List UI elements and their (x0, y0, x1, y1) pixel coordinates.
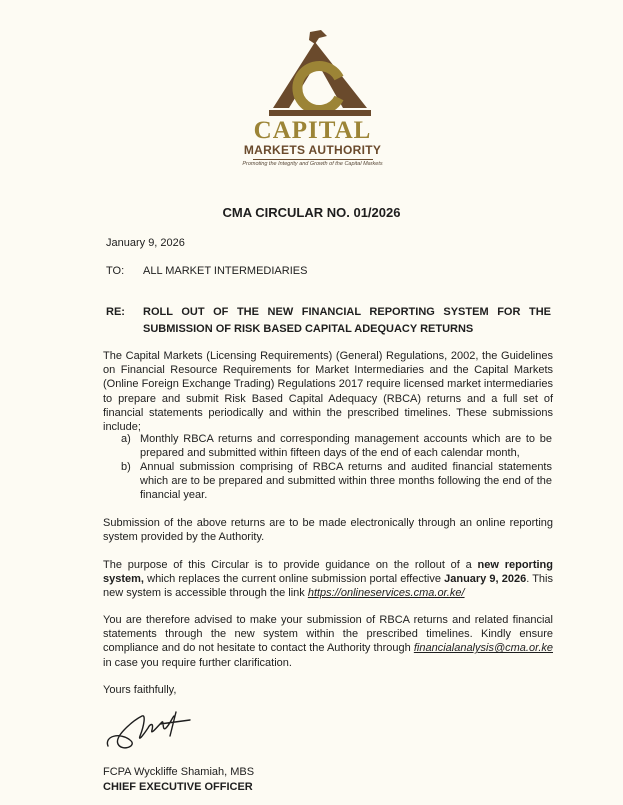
list-item-text: Annual submission comprising of RBCA returns and audited financial statements which are to be prepared and submitted within three months following the end of the financial year. (140, 461, 552, 502)
brand-subtitle: MARKETS AUTHORITY (243, 143, 382, 157)
list-marker: b) (121, 461, 131, 473)
effective-date: January 9, 2026 (444, 573, 527, 586)
list-marker: a) (121, 433, 131, 445)
signatory-title: CHIEF EXECUTIVE OFFICER (103, 781, 253, 793)
paragraph-1 (103, 349, 553, 434)
circular-date: January 9, 2026 (106, 237, 185, 249)
signatory-name: FCPA Wyckliffe Shamiah, MBS (103, 766, 255, 778)
to-label: TO: (106, 265, 125, 277)
paragraph-3 (103, 558, 553, 601)
signature-icon (100, 706, 210, 756)
paragraph-4 (103, 613, 553, 670)
salutation: Yours faithfully, (103, 684, 177, 696)
paragraph-1-text: The Capital Markets (Licensing Requirements) (General) Regulations, 2002, the Guidelines on Financial Resource Requirements for Market Intermediaries and the Capital Markets (Online Foreign Exchange Trading) Regulations 2017 require licensed market intermediaries to prepare and submit Risk Based Capital Adequacy (RBCA) returns and a full set of financial statements periodically and within the prescribed timelines. These submissions include; (103, 350, 553, 434)
paragraph-2 (103, 516, 553, 544)
new-system-emphasis: new reporting system, (103, 559, 553, 586)
cma-logo-icon (255, 28, 385, 118)
re-line-2: SUBMISSION OF RISK BASED CAPITAL ADEQUACY RETURNS (143, 323, 474, 335)
paragraph-2-text: Submission of the above returns are to be made electronically through an online reporting system provided by the Authority. (103, 517, 553, 544)
brand-name: CAPITAL (253, 117, 372, 144)
online-services-link[interactable]: https://onlineservices.cma.or.ke/ (307, 587, 465, 600)
re-label: RE: (106, 306, 125, 318)
paragraph-3-text: The purpose of this Circular is to provide guidance on the rollout of a new reporting system, which replaces the current online submission portal effective January 9, 2026. This new system is accessible through the link https://onlineservices.cma.or.ke/ (103, 559, 553, 600)
re-line-1: ROLL OUT OF THE NEW FINANCIAL REPORTING SYSTEM FOR THE (143, 306, 551, 318)
list-item-text: Monthly RBCA returns and corresponding management accounts which are to be prepared and submitted within fifteen days of the end of each calendar month, (140, 433, 552, 460)
contact-email-link[interactable]: financialanalysis@cma.or.ke (413, 642, 553, 655)
circular-title: CMA CIRCULAR NO. 01/2026 (222, 205, 401, 220)
paragraph-4-text: You are therefore advised to make your submission of RBCA returns and related financial statements through the new system within the prescribed timelines. Kindly ensure compliance and do not hesitate to contact the Authority through financialanalysis@cma.or.ke in case you require further clarification. (103, 614, 553, 669)
brand-tagline: Promoting the Integrity and Growth of the Capital Markets (242, 161, 383, 167)
to-value: ALL MARKET INTERMEDIARIES (143, 265, 308, 277)
list-item (121, 432, 553, 460)
submission-list (121, 432, 553, 502)
list-item (121, 460, 553, 502)
brand-divider (253, 159, 373, 160)
